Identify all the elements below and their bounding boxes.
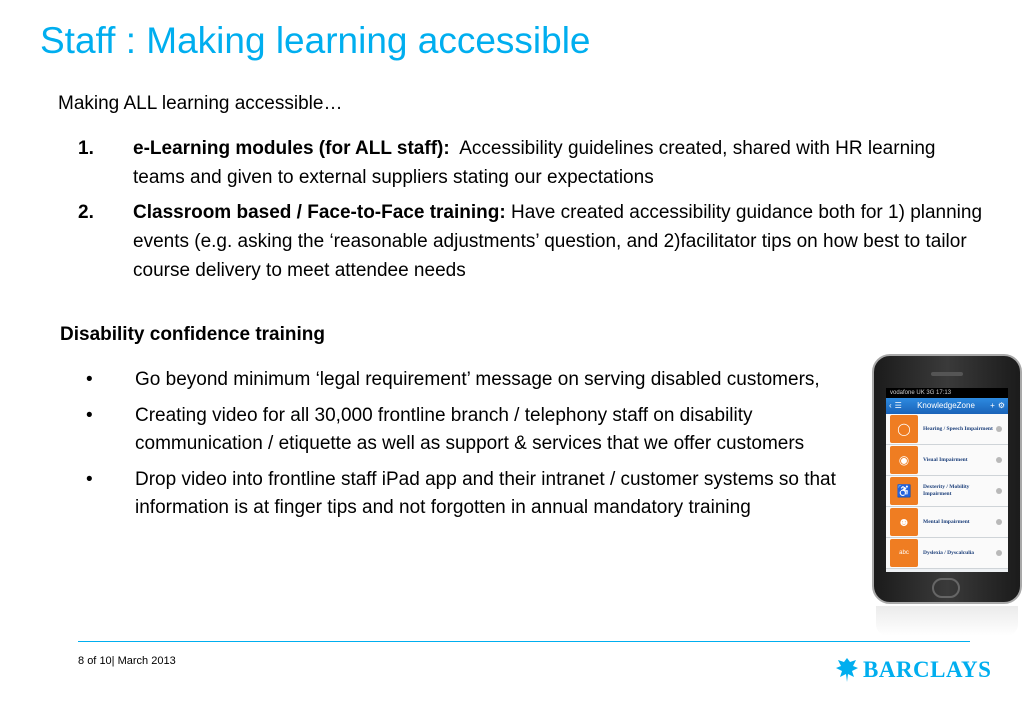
phone-item-label: Mental Impairment — [923, 518, 970, 525]
phone-item-label: Dexterity / Mobility Impairment — [923, 484, 970, 497]
phone-list-item — [886, 445, 1008, 476]
chevron-dot-icon — [996, 550, 1002, 556]
phone-home-button — [932, 578, 960, 598]
item-number: 1. — [78, 138, 94, 159]
bullet-item-1 — [86, 366, 876, 394]
bullet-item-3 — [86, 466, 876, 522]
item-text: Have created accessibility guidance both for 1) planning events (e.g. asking the ‘reasonable adjustments’ question, and 2)facilitator tips on how best to tailor course delivery to meet attendee needs — [133, 202, 983, 281]
item-body — [133, 134, 988, 192]
dyslexia-icon: abc — [890, 539, 918, 567]
bullet-marker: • — [86, 469, 93, 490]
head-icon: ☻ — [890, 508, 918, 536]
item-number: 2. — [78, 202, 94, 223]
numbered-list — [78, 134, 988, 291]
chevron-dot-icon — [996, 519, 1002, 525]
footer-text — [78, 655, 176, 667]
phone-nav-bar — [886, 398, 1008, 414]
intro-text: Making ALL learning accessible… — [58, 93, 343, 114]
chevron-dot-icon — [996, 426, 1002, 432]
item-lead: e-Learning modules (for ALL staff): — [133, 138, 450, 159]
menu-icon: ☰ — [894, 401, 902, 410]
phone-list-item — [886, 476, 1008, 507]
eagle-icon — [835, 657, 859, 683]
plus-icon: + — [990, 401, 995, 410]
chevron-dot-icon — [996, 457, 1002, 463]
bullet-marker: • — [86, 369, 93, 390]
phone-reflection — [876, 606, 1018, 636]
phone-list-item — [886, 414, 1008, 445]
eye-icon: ◉ — [890, 446, 918, 474]
phone-list-item — [886, 507, 1008, 538]
phone-item-label: Visual Impairment — [923, 456, 968, 463]
barclays-logo — [835, 657, 991, 683]
bullet-text: Go beyond minimum ‘legal requirement’ message on serving disabled customers, — [135, 369, 820, 390]
back-icon: ‹ — [889, 401, 892, 410]
item-lead: Classroom based / Face-to-Face training: — [133, 202, 506, 223]
bullet-marker: • — [86, 405, 93, 426]
phone-illustration — [872, 354, 1022, 604]
wheelchair-icon: ♿ — [890, 477, 918, 505]
page-current: 8 — [78, 655, 85, 667]
slide-title: Staff : Making learning accessible — [40, 20, 591, 61]
phone-list-item — [886, 538, 1008, 569]
footer-divider — [78, 641, 970, 642]
bullet-text: Drop video into frontline staff iPad app and their intranet / customer systems so that information is at finger tips and not forgotten in annual mandatory training — [135, 469, 836, 518]
phone-screen — [886, 388, 1008, 572]
bullet-text: Creating video for all 30,000 frontline branch / telephony staff on disability communication / etiquette as well as support & services that we offer customers — [135, 405, 805, 454]
bullet-list — [86, 366, 876, 530]
page-of: of — [87, 655, 97, 667]
footer-date: March 2013 — [117, 655, 176, 667]
page-total: 10| — [99, 655, 115, 667]
settings-icon: ⚙ — [997, 401, 1005, 410]
numbered-item-2 — [78, 198, 988, 285]
section-heading: Disability confidence training — [60, 324, 325, 345]
chevron-dot-icon — [996, 488, 1002, 494]
phone-status-bar: vodafone UK 3G 17:13 — [886, 388, 1008, 398]
numbered-item-1 — [78, 134, 988, 192]
phone-nav-title: KnowledgeZone — [917, 401, 975, 410]
item-body — [133, 198, 988, 285]
phone-item-label: Hearing / Speech Impairment — [923, 425, 993, 432]
logo-text: BARCLAYS — [863, 657, 992, 682]
bullet-item-2 — [86, 402, 876, 458]
item-text: Accessibility guidelines created, shared with HR learning teams and given to external suppliers stating our expectations — [133, 138, 936, 188]
phone-item-label: Dyslexia / Dyscalculia — [923, 549, 975, 556]
ear-icon: ◯ — [890, 415, 918, 443]
phone-earpiece — [931, 372, 963, 376]
